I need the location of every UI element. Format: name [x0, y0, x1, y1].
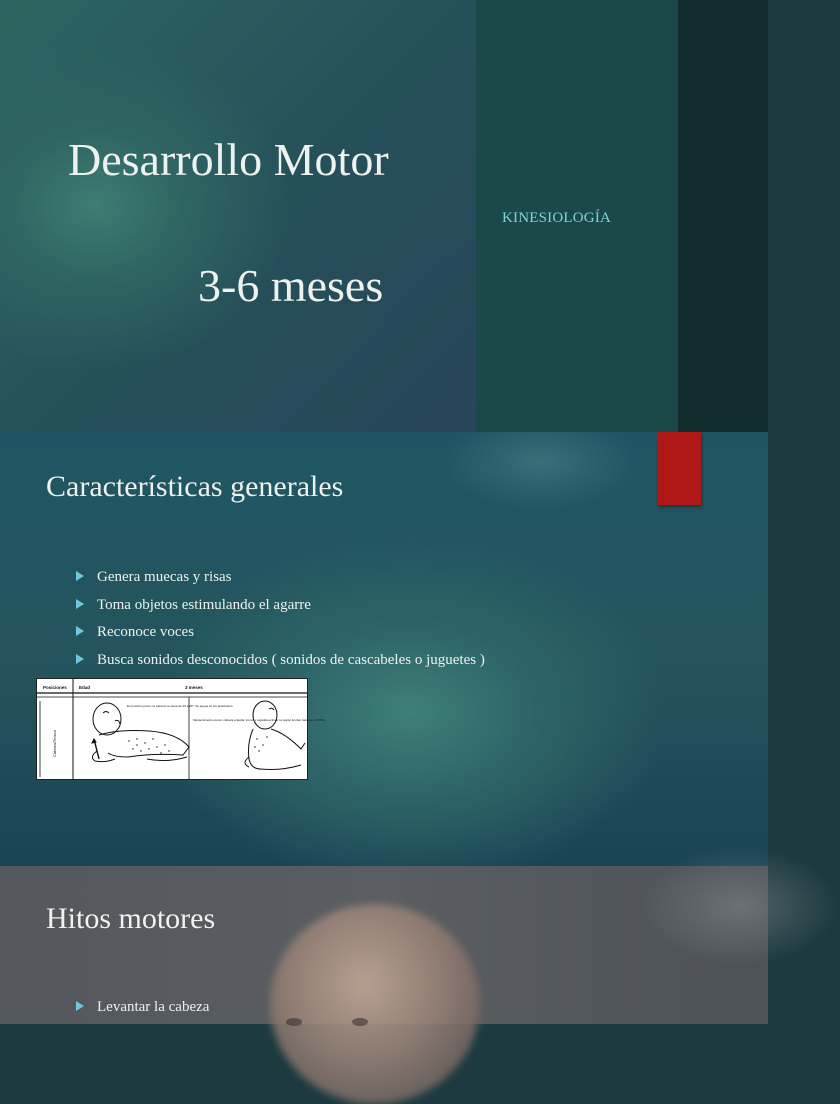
infant-posture-figure — [36, 678, 326, 780]
bullet-text: Busca sonidos desconocidos ( sonidos de cascabeles o juguetes ) — [97, 651, 485, 668]
list-item — [76, 592, 485, 620]
list-item — [76, 619, 485, 647]
bullet-text: Genera muecas y risas — [97, 569, 232, 586]
subject-tag: KINESIOLOGÍA — [502, 210, 612, 226]
list-item — [76, 994, 209, 1022]
bullet-arrow-icon — [76, 654, 84, 664]
slide-heading: Hitos motores — [46, 902, 216, 935]
milestones-slide — [0, 866, 768, 1024]
figure-caption-right: Mantenimiento erecto: cabeza erguida; tronco y espalda activos; la región lumbar todavía no (DSC). — [193, 718, 326, 722]
bullet-list — [76, 994, 209, 1022]
slide-heading: Características generales — [46, 470, 344, 503]
slide-title: Desarrollo Motor — [68, 134, 389, 185]
figure-header-months: 3 meses — [185, 685, 203, 690]
bullet-text: Reconoce voces — [97, 624, 195, 641]
figure-header-age: Edad — [79, 685, 91, 690]
figure-header-positions: Posiciones — [43, 685, 67, 690]
red-accent-bar — [657, 432, 701, 505]
background-blur — [640, 846, 840, 966]
list-item — [76, 647, 485, 675]
bullet-text: Levantar la cabeza — [97, 999, 210, 1016]
list-item — [76, 564, 485, 592]
figure-caption-left: En posición prono: la cabeza se eleva de 45 a 90°. Se apoya en los antebrazos. — [127, 704, 234, 708]
baby-photo — [270, 904, 480, 1104]
bullet-list — [76, 564, 485, 674]
side-panel-dark — [678, 0, 768, 432]
characteristics-slide — [0, 432, 768, 866]
bullet-arrow-icon — [76, 599, 84, 609]
figure-row-label: Cabeza/Tronco — [52, 729, 57, 757]
bullet-arrow-icon — [76, 626, 84, 636]
slide-subtitle: 3-6 meses — [198, 260, 384, 311]
bullet-text: Toma objetos estimulando el agarre — [97, 596, 311, 613]
baby-eyes-icon — [280, 1014, 400, 1028]
bullet-arrow-icon — [76, 571, 84, 581]
title-slide — [0, 0, 768, 432]
bullet-arrow-icon — [76, 1001, 84, 1011]
